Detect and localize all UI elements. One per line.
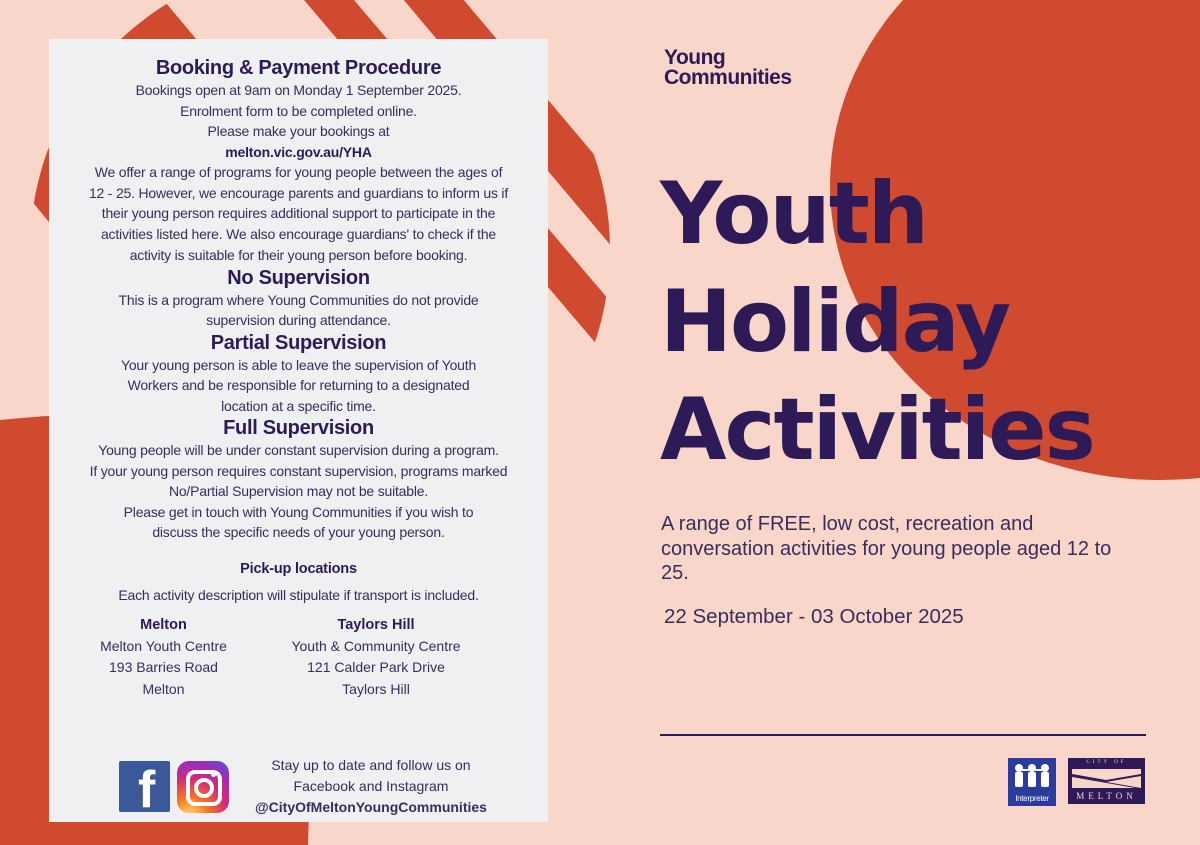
social-line: Facebook and Instagram [293,778,449,794]
instagram-dot [211,772,216,777]
no-supervision-line: supervision during attendance. [206,312,391,329]
instagram-icon[interactable] [177,761,229,813]
full-supervision-heading: Full Supervision [223,417,374,440]
partial-supervision-line: Your young person is able to leave the supervision of Youth [120,356,477,373]
booking-line: Enrolment form to be completed online. [180,102,417,119]
location-line: Taylors Hill [342,680,410,697]
location-line: Melton [142,680,185,697]
pickup-locations [49,614,548,701]
pickup-note: Each activity description will stipulate if transport is included. [118,587,479,604]
social-line: Stay up to date and follow us on [271,757,471,773]
social-handle-link[interactable]: @CityOfMeltonYoungCommunities [255,799,487,815]
facebook-glyph: f [138,761,156,812]
intro-line: their young person requires additional support to participate in the [101,205,496,222]
location-melton [74,614,254,701]
intro-line: activities listed here. We also encourage guardians' to check if the [100,226,497,243]
title-line: Holiday [660,272,1010,372]
booking-info-card [49,39,548,822]
no-supervision-heading: No Supervision [227,266,370,289]
booking-url-link[interactable]: melton.vic.gov.au/YHA [225,143,372,160]
booking-heading: Booking & Payment Procedure [155,57,442,79]
location-line: 121 Calder Park Drive [307,659,445,676]
full-supervision-line: Please get in touch with Young Communities if you wish to [123,503,474,520]
location-line: Youth & Community Centre [291,637,461,654]
melton-label: MELTON [1076,791,1137,801]
partial-supervision-line: location at a specific time. [221,397,376,414]
subtitle: A range of FREE, low cost, recreation and conversation activities for young people aged 12 to 25. [661,513,1112,584]
intro-line: We offer a range of programs for young people between the ages of [94,164,503,180]
full-supervision-line: discuss the specific needs of your young person. [152,524,445,541]
booking-line: Please make your bookings at [207,123,390,139]
social-text [255,755,487,818]
facebook-icon[interactable] [119,761,170,812]
brand-line: Young [664,46,726,69]
booking-line: Bookings open at 9am on Monday 1 September 2025. [135,82,462,98]
intro-line: activity is suitable for their young person before booking. [129,246,468,263]
full-supervision-line: Young people will be under constant supervision during a program. [98,442,499,459]
partial-supervision-heading: Partial Supervision [210,331,387,354]
interpreter-logo [1008,758,1056,806]
location-line: Melton Youth Centre [100,637,227,654]
pickup-heading: Pick-up locations [240,560,357,577]
location-name: Melton [140,616,187,633]
event-dates: 22 September - 03 October 2025 [664,605,964,628]
young-communities-logo [664,48,792,88]
full-supervision-line: If your young person requires constant supervision, programs marked [89,462,508,479]
location-taylors-hill [269,614,484,701]
location-name: Taylors Hill [337,616,415,633]
interpreter-people-icon [1008,758,1056,794]
city-label: CITY OF [1086,760,1127,765]
intro-line: 12 - 25. However, we encourage parents and guardians to inform us if [88,184,509,201]
full-supervision-line: No/Partial Supervision may not be suitable. [168,483,429,500]
divider [660,734,1146,736]
no-supervision-line: This is a program where Young Communities do not provide [118,291,479,308]
title-line: Activities [660,380,1094,480]
page-title [660,160,1094,484]
social-section [119,755,487,818]
interpreter-label: Interpreter [1015,794,1049,803]
partial-supervision-line: Workers and be responsible for returning to a designated [127,377,470,394]
city-of-melton-logo [1068,758,1145,804]
brand-line: Communities [664,66,792,89]
instagram-lens [194,778,214,798]
location-line: 193 Barries Road [109,659,218,676]
title-line: Youth [660,164,928,264]
intro-paragraph [49,162,548,266]
